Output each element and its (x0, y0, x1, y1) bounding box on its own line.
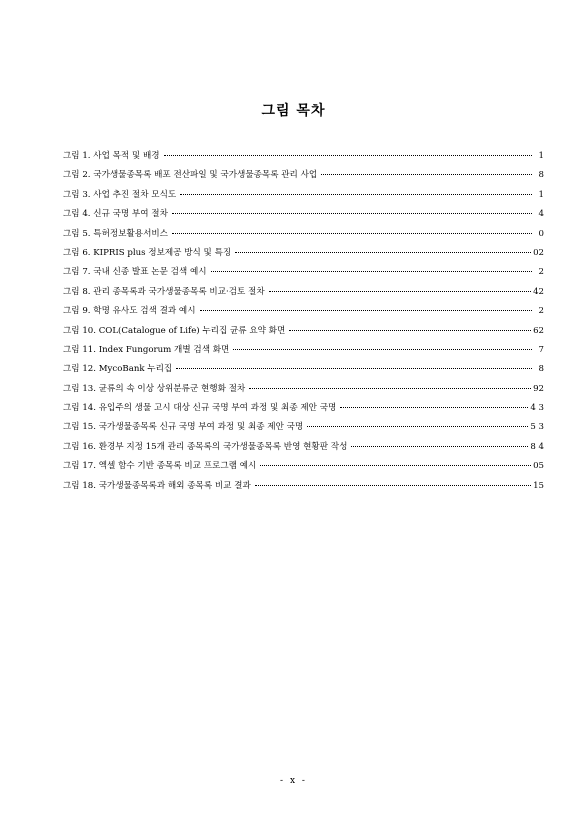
list-item[interactable] (63, 401, 544, 420)
entry-label: 그림 1. 사업 목적 및 배경 (63, 151, 160, 161)
entry-page: 1 (538, 151, 544, 161)
entry-label: 그림 7. 국내 신종 발표 논문 검색 예시 (63, 267, 207, 278)
dot-leader (307, 426, 528, 427)
entry-label: 그림 14. 유입주의 생물 고시 대상 신규 국명 부여 과정 및 최종 제안 국명 (63, 403, 337, 414)
dot-leader (321, 174, 532, 175)
dot-leader (172, 233, 532, 234)
dot-leader (172, 213, 532, 214)
dot-leader (200, 310, 532, 311)
list-item[interactable] (63, 420, 544, 439)
list-item[interactable] (63, 304, 544, 323)
entry-label: 그림 2. 국가생물종목록 배포 전산파일 및 국가생물종목록 관리 사업 (63, 170, 318, 181)
list-item[interactable] (63, 479, 544, 498)
entry-page: 2 (538, 267, 544, 278)
entry-label: 그림 13. 균류의 속 이상 상위분류군 현행화 절차 (63, 383, 246, 394)
dot-leader (235, 252, 531, 253)
entry-page: 05 (533, 461, 544, 472)
list-item[interactable] (63, 168, 544, 187)
entry-label: 그림 9. 학명 유사도 검색 결과 예시 (63, 306, 196, 317)
entry-label: 그림 8. 관리 종목록과 국가생물종목록 비교·검토 절차 (63, 286, 265, 297)
entry-page: 5 3 (530, 422, 544, 433)
entry-label: 그림 18. 국가생물종목록과 해외 종목록 비교 결과 (63, 480, 251, 491)
list-item[interactable] (63, 324, 544, 343)
entry-page: 92 (533, 383, 544, 394)
dot-leader (176, 368, 532, 369)
entry-page: 4 3 (530, 403, 544, 414)
list-item[interactable] (63, 227, 544, 246)
list-item[interactable] (63, 188, 544, 207)
entry-page: 62 (533, 325, 544, 336)
figure-list (63, 149, 544, 498)
entry-page: 15 (533, 480, 544, 491)
entry-page: 4 (538, 209, 544, 220)
dot-leader (211, 271, 532, 272)
entry-page: 42 (533, 286, 544, 297)
entry-label: 그림 10. COL(Catalogue of Life) 누리집 균류 요약 화면 (63, 325, 286, 336)
entry-page: 2 (538, 306, 544, 317)
entry-label: 그림 5. 특허정보활용서비스 (63, 228, 168, 239)
entry-label: 그림 16. 환경부 지정 15개 관리 종목록의 국가생물종목록 반영 현황판 작성 (63, 441, 348, 452)
list-item[interactable] (63, 149, 544, 168)
dot-leader (269, 291, 531, 292)
dot-leader (164, 155, 532, 156)
list-item[interactable] (63, 265, 544, 284)
list-item[interactable] (63, 246, 544, 265)
list-item[interactable] (63, 459, 544, 478)
dot-leader (180, 194, 532, 195)
entry-label: 그림 3. 사업 추진 절차 모식도 (63, 189, 177, 200)
list-item[interactable] (63, 343, 544, 362)
entry-page: 0 (538, 228, 544, 239)
list-item[interactable] (63, 440, 544, 459)
dot-leader (255, 485, 531, 486)
entry-label: 그림 15. 국가생물종목록 신규 국명 부여 과정 및 최종 제안 국명 (63, 422, 304, 433)
list-item[interactable] (63, 207, 544, 226)
page-title: 그림 목차 (261, 103, 326, 119)
entry-page: 8 (538, 364, 544, 375)
dot-leader (249, 388, 531, 389)
entry-label: 그림 6. KIPRIS plus 정보제공 방식 및 특징 (63, 247, 232, 258)
entry-page: 8 (538, 170, 544, 181)
entry-label: 그림 11. Index Fungorum 개별 검색 화면 (63, 344, 230, 355)
list-item[interactable] (63, 362, 544, 381)
entry-label: 그림 17. 엑셀 함수 기반 종목록 비교 프로그램 예시 (63, 461, 257, 472)
page-number: - x - (280, 776, 307, 786)
list-item[interactable] (63, 285, 544, 304)
entry-page: 1 (538, 189, 544, 200)
entry-page: 8 4 (530, 441, 544, 452)
entry-page: 02 (533, 247, 544, 258)
list-item[interactable] (63, 382, 544, 401)
entry-page: 7 (538, 344, 544, 355)
dot-leader (340, 407, 528, 408)
entry-label: 그림 12. MycoBank 누리집 (63, 364, 173, 375)
dot-leader (233, 349, 532, 350)
entry-label: 그림 4. 신규 국명 부여 절차 (63, 209, 168, 220)
dot-leader (260, 465, 531, 466)
dot-leader (289, 330, 531, 331)
dot-leader (351, 446, 528, 447)
